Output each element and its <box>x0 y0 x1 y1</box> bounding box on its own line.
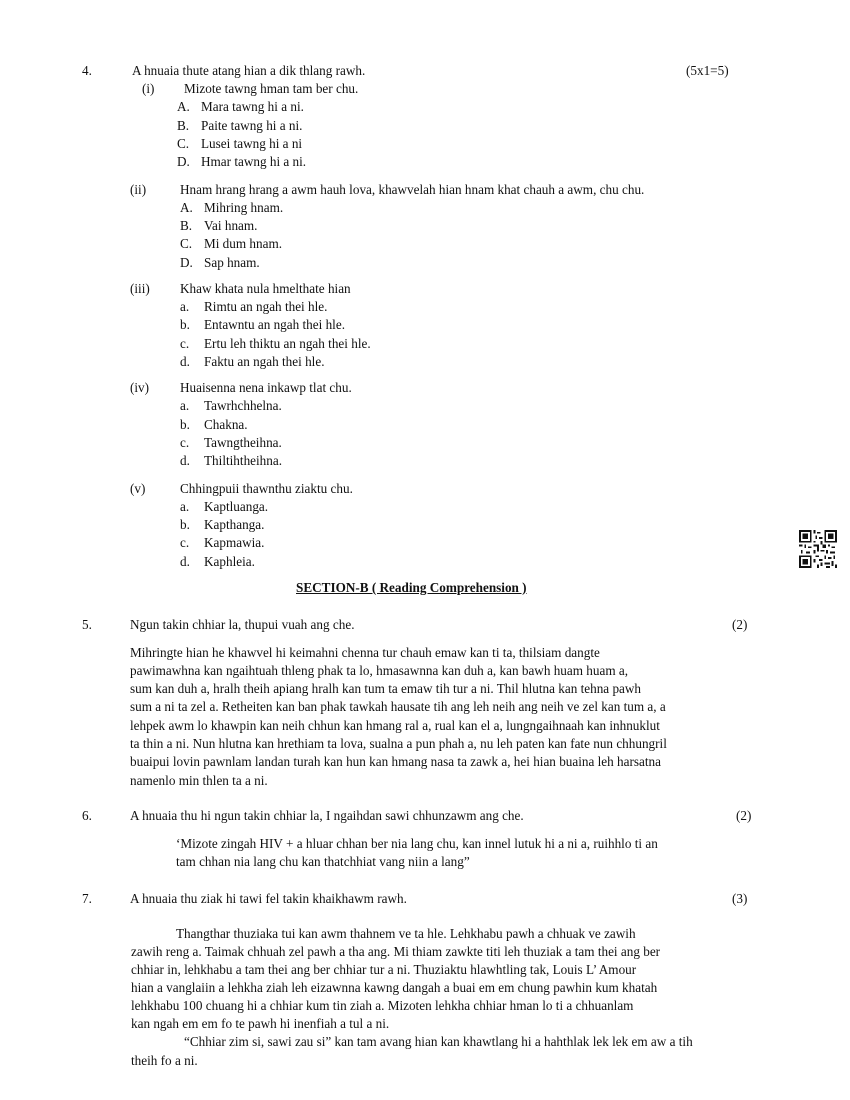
q4-v-opt-b-letter: b. <box>180 517 190 532</box>
q4-ii-opt-c: Mi dum hnam. <box>204 236 283 251</box>
q4-ii-opt-b: Vai hnam. <box>204 218 258 233</box>
q4-i-opt-d: Hmar tawng hi a ni. <box>201 154 307 169</box>
q7-passage-line: “Chhiar zim si, sawi zau si” kan tam avang hian kan khawtlang hi a hahthlak lek lek em aw a tih <box>184 1034 693 1049</box>
q4-v-question: Chhingpuii thawnthu ziaktu chu. <box>180 481 353 496</box>
q7-passage-line: zawih reng a. Taimak chhuah zel pawh a tha ang. Mi thiam zawkte titi leh thuziak a tam thei ang ber <box>131 944 661 959</box>
q4-iv-opt-a-letter: a. <box>180 398 190 413</box>
q4-iii-question: Khaw khata nula hmelthate hian <box>180 281 351 296</box>
q5-number: 5. <box>82 617 92 632</box>
q4-i-label: (i) <box>142 81 155 96</box>
q6-marks: (2) <box>736 808 752 823</box>
q4-instruction: A hnuaia thute atang hian a dik thlang rawh. <box>132 63 366 78</box>
section-b-heading: SECTION-B ( Reading Comprehension ) <box>296 580 527 595</box>
q4-i-opt-b: Paite tawng hi a ni. <box>201 118 303 133</box>
q4-v-opt-a-letter: a. <box>180 499 190 514</box>
q6-number: 6. <box>82 808 92 823</box>
q4-iii-opt-c-letter: c. <box>180 336 190 351</box>
q5-passage-line: Mihringte hian he khawvel hi keimahni chenna tur chauh emaw kan ti ta, thilsiam dangte <box>130 645 600 660</box>
q4-iv-opt-b: Chakna. <box>204 417 248 432</box>
q4-iii-opt-a: Rimtu an ngah thei hle. <box>204 299 328 314</box>
q4-iv-label: (iv) <box>130 380 150 395</box>
q7-passage-line: lehkhabu 100 chuang hi a chhiar kum tin ziah a. Mizoten lehkha chhiar hman lo ti a chhuanlam <box>131 998 634 1013</box>
q4-ii-opt-a-letter: A. <box>180 200 193 215</box>
q4-iii-label: (iii) <box>130 281 150 296</box>
q6-instruction: A hnuaia thu hi ngun takin chhiar la, I ngaihdan sawi chhunzawm ang che. <box>130 808 524 823</box>
q4-i-opt-d-letter: D. <box>177 154 190 169</box>
q4-i-opt-a: Mara tawng hi a ni. <box>201 99 304 114</box>
q6-quote-line: tam chhan nia lang chu kan thatchhiat vang niin a lang” <box>176 854 470 869</box>
q7-passage-line: hian a vanglaiin a lehkha ziah leh eizawnna kawng dangah a buai em em chung pawhin kum khatah <box>131 980 658 995</box>
q4-i-opt-c: Lusei tawng hi a ni <box>201 136 303 151</box>
q4-i-opt-a-letter: A. <box>177 99 190 114</box>
q4-v-opt-c: Kapmawia. <box>204 535 265 550</box>
q4-i-question: Mizote tawng hman tam ber chu. <box>184 81 359 96</box>
q5-passage-line: sum kan duh a, hralh theih apiang hralh kan tum ta emaw tih tur a ni. Thil hlutna kan tehna pawh <box>130 681 642 696</box>
q5-passage-line: sum a ni ta zel a. Retheiten kan ban phak tawkah hausate tih ang leh neih ang neih ve zel kan tum a, a <box>130 699 666 714</box>
q4-i-opt-c-letter: C. <box>177 136 190 151</box>
q4-v-opt-d-letter: d. <box>180 554 190 569</box>
q4-number: 4. <box>82 63 92 78</box>
q4-iv-opt-d: Thiltihtheihna. <box>204 453 283 468</box>
q7-number: 7. <box>82 891 92 906</box>
q4-ii-question: Hnam hrang hrang a awm hauh lova, khawvelah hian hnam khat chauh a awm, chu chu. <box>180 182 645 197</box>
q5-passage-line: buaipui lovin pawnlam landan turah kan hun kan hmang nasa ta zawk a, hei hian buaina leh harsatna <box>130 754 661 769</box>
q4-i-opt-b-letter: B. <box>177 118 190 133</box>
q4-iii-opt-d: Faktu an ngah thei hle. <box>204 354 325 369</box>
q4-iii-opt-b-letter: b. <box>180 317 190 332</box>
q5-passage-line: ta thin a ni. Nun hlutna kan hrethiam ta lova, sualna a pun phah a, nu leh paten kan fate nun chhungril <box>130 736 667 751</box>
q4-iv-opt-c: Tawngtheihna. <box>204 435 282 450</box>
q7-passage-line: chhiar in, lehkhabu a tam thei ang ber chhiar tur a ni. Thuziaktu hlawhtling tak, Louis L’ Amour <box>131 962 637 977</box>
q6-quote-line: ‘Mizote zingah HIV + a hluar chhan ber nia lang chu, kan innel lutuk hi a ni a, ruihhlo ti an <box>176 836 658 851</box>
q5-passage-line: pawimawhna kan ngaihtuah thleng phak ta lo, hmasawnna kan duh a, kan bawh huam huam a, <box>130 663 629 678</box>
q4-ii-opt-c-letter: C. <box>180 236 193 251</box>
q4-iv-opt-d-letter: d. <box>180 453 190 468</box>
q4-ii-opt-a: Mihring hnam. <box>204 200 284 215</box>
q4-iii-opt-c: Ertu leh thiktu an ngah thei hle. <box>204 336 371 351</box>
q4-v-label: (v) <box>130 481 146 496</box>
q7-passage-line: kan ngah em em fo te pawh hi inenfiah a tul a ni. <box>131 1016 390 1031</box>
q7-marks: (3) <box>732 891 748 906</box>
q4-ii-opt-d-letter: D. <box>180 255 193 270</box>
q4-marks: (5x1=5) <box>686 63 729 78</box>
qr-code <box>799 530 837 568</box>
q4-iii-opt-a-letter: a. <box>180 299 190 314</box>
q7-passage-line: Thangthar thuziaka tui kan awm thahnem ve ta hle. Lehkhabu pawh a chhuak ve zawih <box>176 926 636 941</box>
q4-iv-opt-c-letter: c. <box>180 435 190 450</box>
q4-iii-opt-b: Entawntu an ngah thei hle. <box>204 317 345 332</box>
q4-v-opt-d: Kaphleia. <box>204 554 255 569</box>
q5-passage-line: namenlo min thlen ta a ni. <box>130 773 268 788</box>
q4-iv-opt-a: Tawrhchhelna. <box>204 398 282 413</box>
q4-v-opt-a: Kaptluanga. <box>204 499 269 514</box>
q4-ii-opt-d: Sap hnam. <box>204 255 260 270</box>
q5-marks: (2) <box>732 617 748 632</box>
q4-iii-opt-d-letter: d. <box>180 354 190 369</box>
q4-v-opt-c-letter: c. <box>180 535 190 550</box>
q4-iv-opt-b-letter: b. <box>180 417 190 432</box>
q4-ii-label: (ii) <box>130 182 147 197</box>
q5-passage-line: lehpek awm lo khawpin kan neih chhun kan hmang ral a, rual kan el a, lungngaihnaah kan inhnuklut <box>130 718 660 733</box>
q7-passage-line: theih fo a ni. <box>131 1053 198 1068</box>
q4-v-opt-b: Kapthanga. <box>204 517 265 532</box>
q4-ii-opt-b-letter: B. <box>180 218 193 233</box>
q5-instruction: Ngun takin chhiar la, thupui vuah ang che. <box>130 617 355 632</box>
q7-instruction: A hnuaia thu ziak hi tawi fel takin khaikhawm rawh. <box>130 891 407 906</box>
q4-iv-question: Huaisenna nena inkawp tlat chu. <box>180 380 352 395</box>
